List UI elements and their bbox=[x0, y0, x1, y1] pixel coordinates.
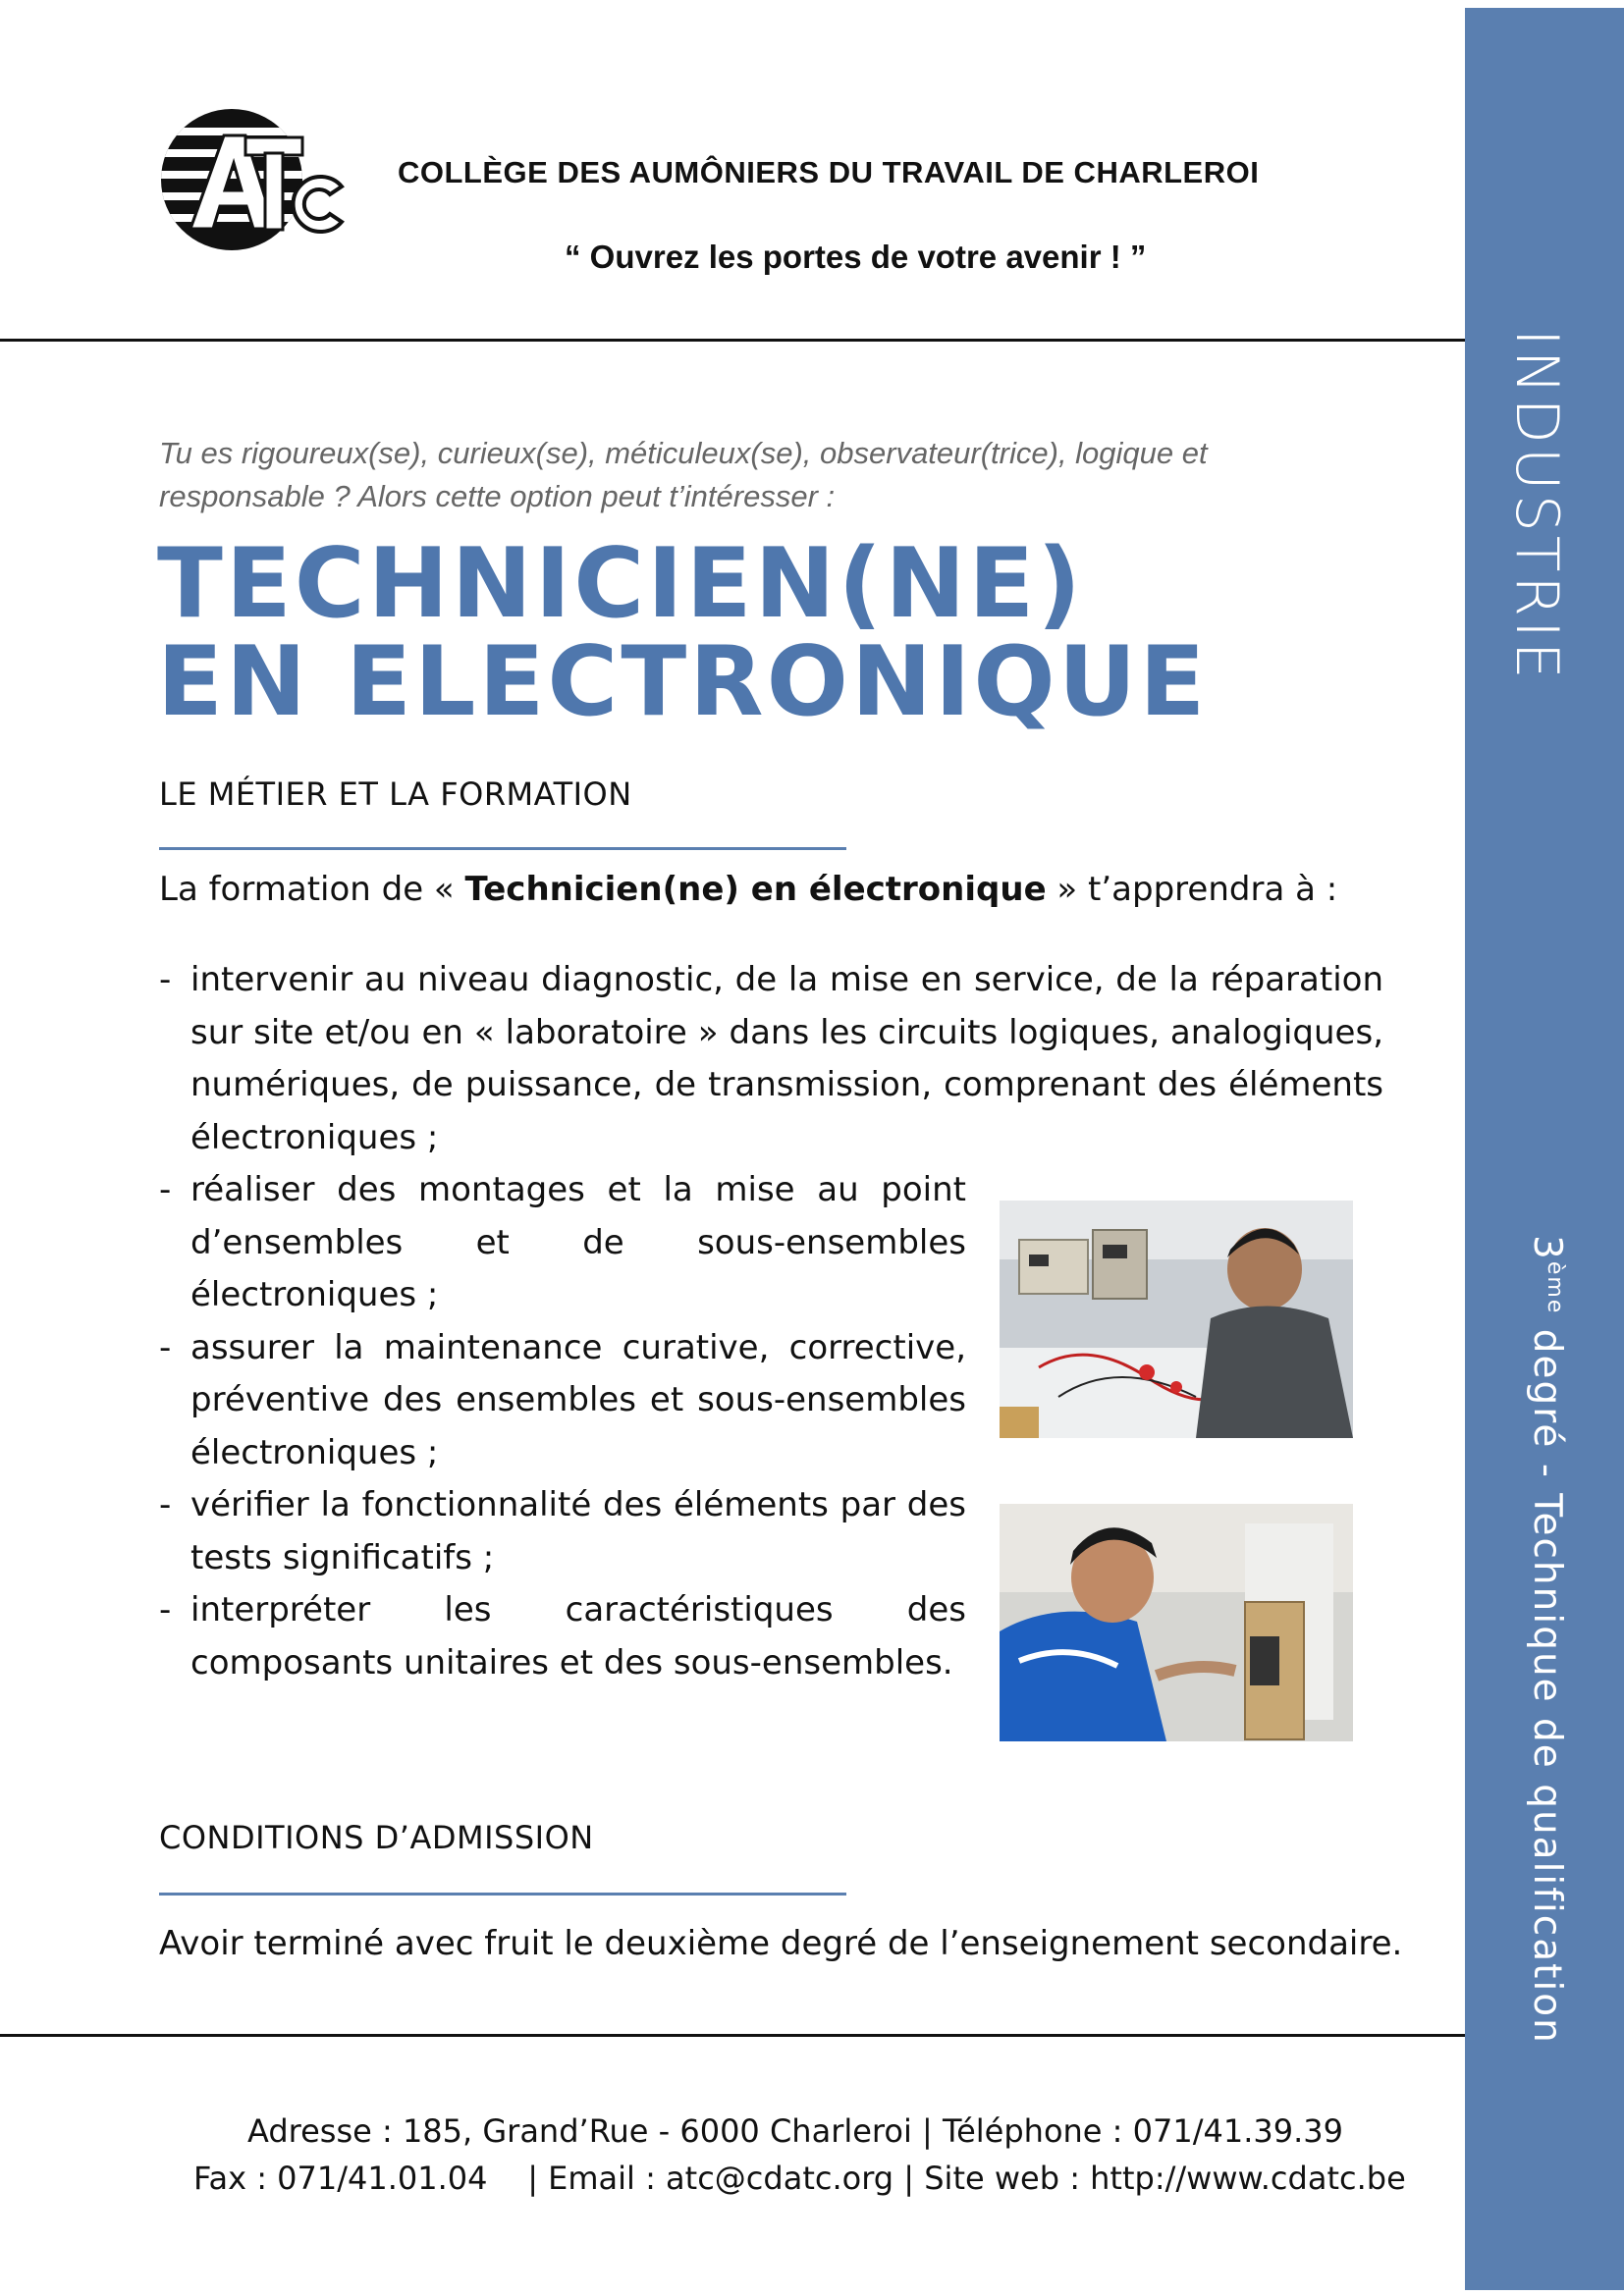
title-line-1: TECHNICIEN(NE) bbox=[157, 528, 1085, 640]
section-heading-metier: LE MÉTIER ET LA FORMATION bbox=[159, 775, 632, 813]
section-underline bbox=[159, 847, 846, 850]
admission-text: Avoir terminé avec fruit le deuxième degré de l’enseignement secondaire. bbox=[159, 1924, 1403, 1963]
footer-address: Adresse : 185, Grand’Rue - 6000 Charleroi | Téléphone : 071/41.39.39 bbox=[247, 2112, 1343, 2150]
formation-lead bbox=[159, 870, 1337, 909]
list-item: - réaliser des montages et la mise au point d’ensembles et de sous-ensembles électroniques ; bbox=[159, 1164, 966, 1322]
lab-photo-2 bbox=[1000, 1504, 1353, 1741]
intro-line-2: responsable ? Alors cette option peut t’intéresser : bbox=[159, 479, 836, 513]
list-item: - interpréter les caractéristiques des composants unitaires et des sous-ensembles. bbox=[159, 1584, 966, 1689]
footer-divider bbox=[0, 2034, 1465, 2037]
level-rest: degré - Technique de qualification bbox=[1525, 1314, 1569, 2045]
intro-line-1: Tu es rigoureux(se), curieux(se), méticuleux(se), observateur(trice), logique et bbox=[159, 436, 1208, 470]
lead-before: La formation de « bbox=[159, 870, 465, 909]
level-sup: ème bbox=[1543, 1260, 1567, 1315]
section-heading-admission: CONDITIONS D’ADMISSION bbox=[159, 1819, 594, 1856]
level-number: 3 bbox=[1525, 1235, 1569, 1261]
section-underline bbox=[159, 1893, 846, 1896]
lab-photo-1 bbox=[1000, 1201, 1353, 1438]
list-item: - assurer la maintenance curative, corrective, préventive des ensembles et sous-ensembles électroniques ; bbox=[159, 1322, 966, 1480]
level-label bbox=[1525, 1235, 1569, 2045]
lead-program-name: Technicien(ne) en électronique bbox=[464, 870, 1047, 909]
intro-text bbox=[159, 432, 1337, 518]
list-item: - vérifier la fonctionnalité des éléments par des tests significatifs ; bbox=[159, 1479, 966, 1584]
title-line-2: EN ELECTRONIQUE bbox=[157, 626, 1209, 738]
motto: “ Ouvrez les portes de votre avenir ! ” bbox=[565, 239, 1147, 275]
lead-after: » t’apprendra à : bbox=[1046, 870, 1338, 909]
school-name: COLLÈGE DES AUMÔNIERS DU TRAVAIL DE CHARLEROI bbox=[398, 155, 1260, 189]
list-item: - intervenir au niveau diagnostic, de la mise en service, de la réparation sur site et/ou en « laboratoire » dans les circuits logiques, analogiques, numériques, de puissance, de transmission, comprenant des éléments électroniques ; bbox=[159, 954, 1383, 1164]
page-title bbox=[157, 528, 1209, 738]
footer-contact: Fax : 071/41.01.04 | Email : atc@cdatc.org | Site web : http://www.cdatc.be bbox=[193, 2160, 1406, 2197]
header-divider bbox=[0, 339, 1465, 342]
category-label: INDUSTRIE bbox=[1502, 329, 1571, 683]
atc-logo bbox=[155, 106, 348, 253]
